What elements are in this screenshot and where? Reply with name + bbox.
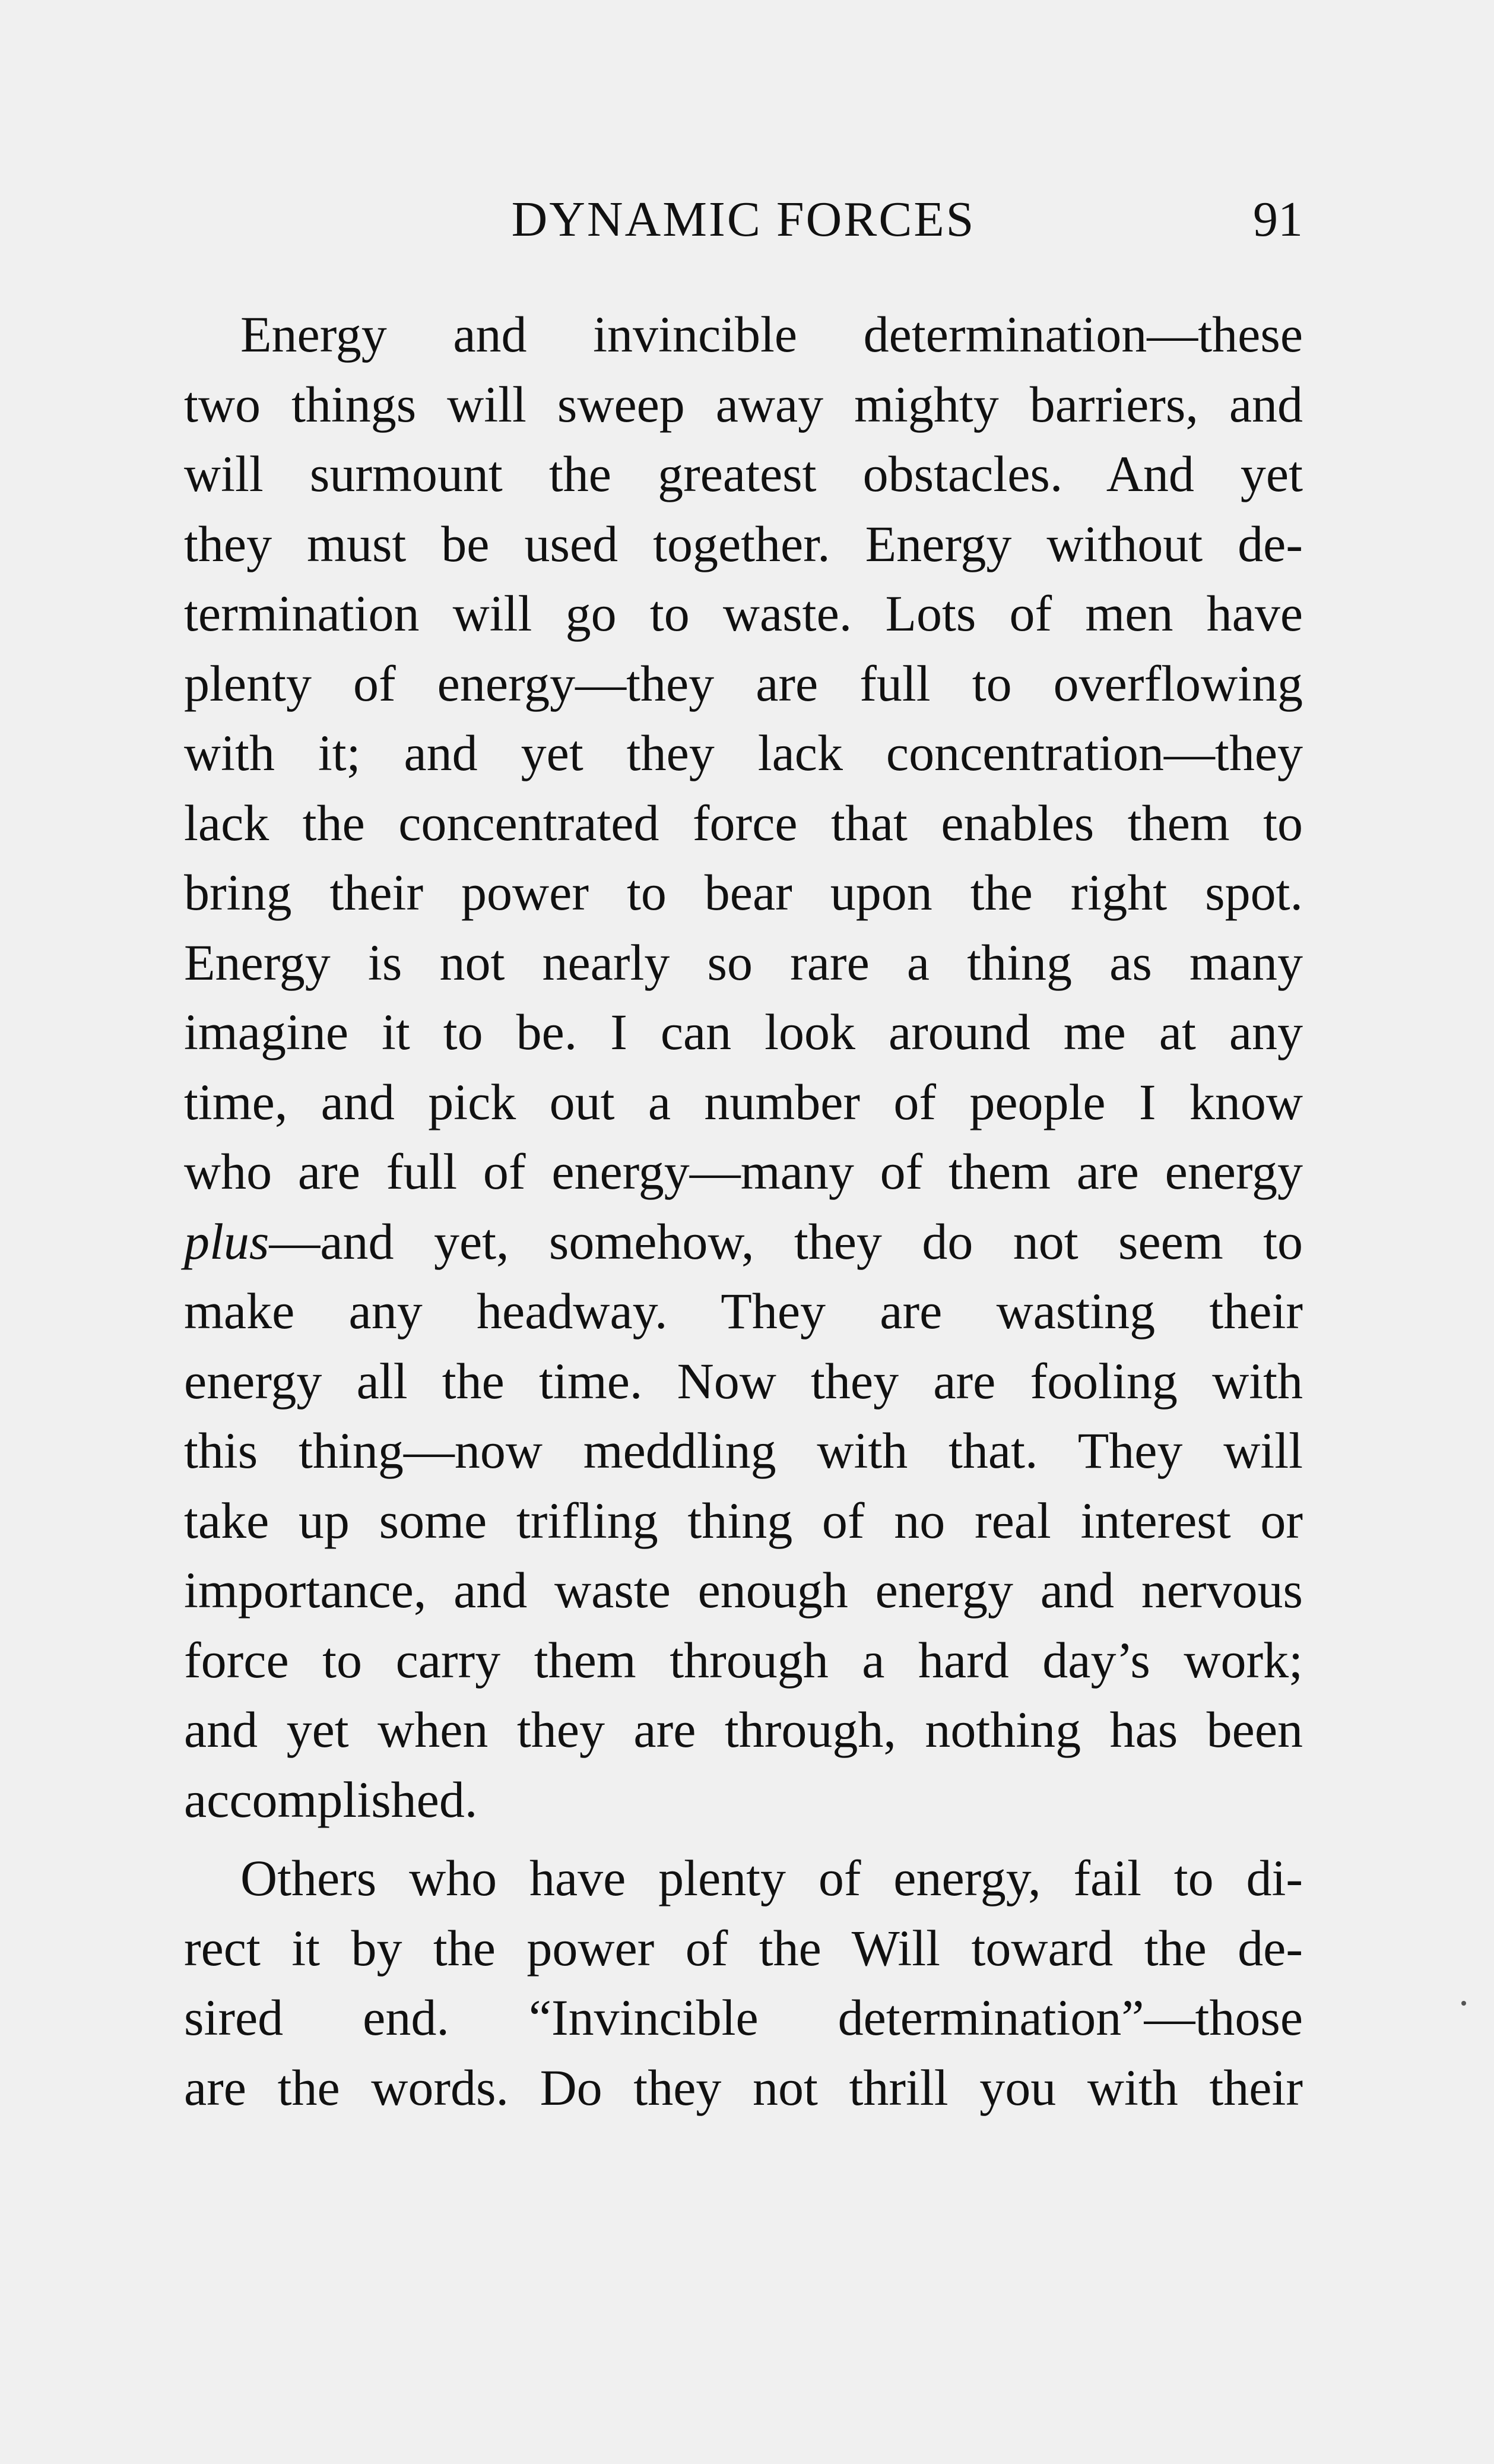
text-line: who are full of energy—many of them are energy [184,1143,1303,1200]
text-line: with it; and yet they lack concentration—they [184,724,1303,781]
body-text [184,300,1303,2123]
text-line: plenty of energy—they are full to overflowing [184,654,1303,712]
text-line: and yet when they are through, nothing has been [184,1701,1303,1758]
text-line: this thing—now meddling with that. They will [184,1422,1303,1479]
text-line: take up some trifling thing of no real interest or [184,1491,1303,1549]
paragraph-gap [184,1835,1303,1844]
text-line: energy all the time. Now they are fooling with [184,1352,1303,1410]
text-line: time, and pick out a number of people I know [184,1073,1303,1130]
text-line: Others who have plenty of energy, fail to di- [240,1849,1303,1906]
text-line: Energy and invincible determination—these [240,306,1303,363]
page-number: 91 [1253,192,1303,247]
text-line: force to carry them through a hard day’s work; [184,1631,1303,1689]
text-line: sired end. “Invincible determination”—those [184,1989,1303,2046]
text-line: are the words. Do they not thrill you with their [184,2058,1303,2116]
text-line: termination will go to waste. Lots of men have [184,585,1303,642]
italic-word: plus [184,1212,269,1270]
text-line: two things will sweep away mighty barriers, and [184,375,1303,433]
running-title: DYNAMIC FORCES [511,192,976,247]
text-line: accomplished. [184,1771,478,1828]
text-line: importance, and waste enough energy and nervous [184,1562,1303,1619]
text-line: lack the concentrated force that enables them to [184,794,1303,851]
text-line: bring their power to bear upon the right spot. [184,864,1303,921]
text-line: will surmount the greatest obstacles. And yet [184,445,1303,502]
line-rest: —and yet, somehow, they do not seem to [269,1212,1303,1270]
text-line: make any headway. They are wasting their [184,1282,1303,1339]
text-line [184,1207,1303,1277]
stray-ink-dot [1461,2001,1466,2006]
text-line: imagine it to be. I can look around me at any [184,1003,1303,1060]
text-line: rect it by the power of the Will toward the de- [184,1919,1303,1977]
text-line: Energy is not nearly so rare a thing as many [184,933,1303,991]
running-head [184,187,1303,252]
text-line: they must be used together. Energy without de- [184,515,1303,572]
